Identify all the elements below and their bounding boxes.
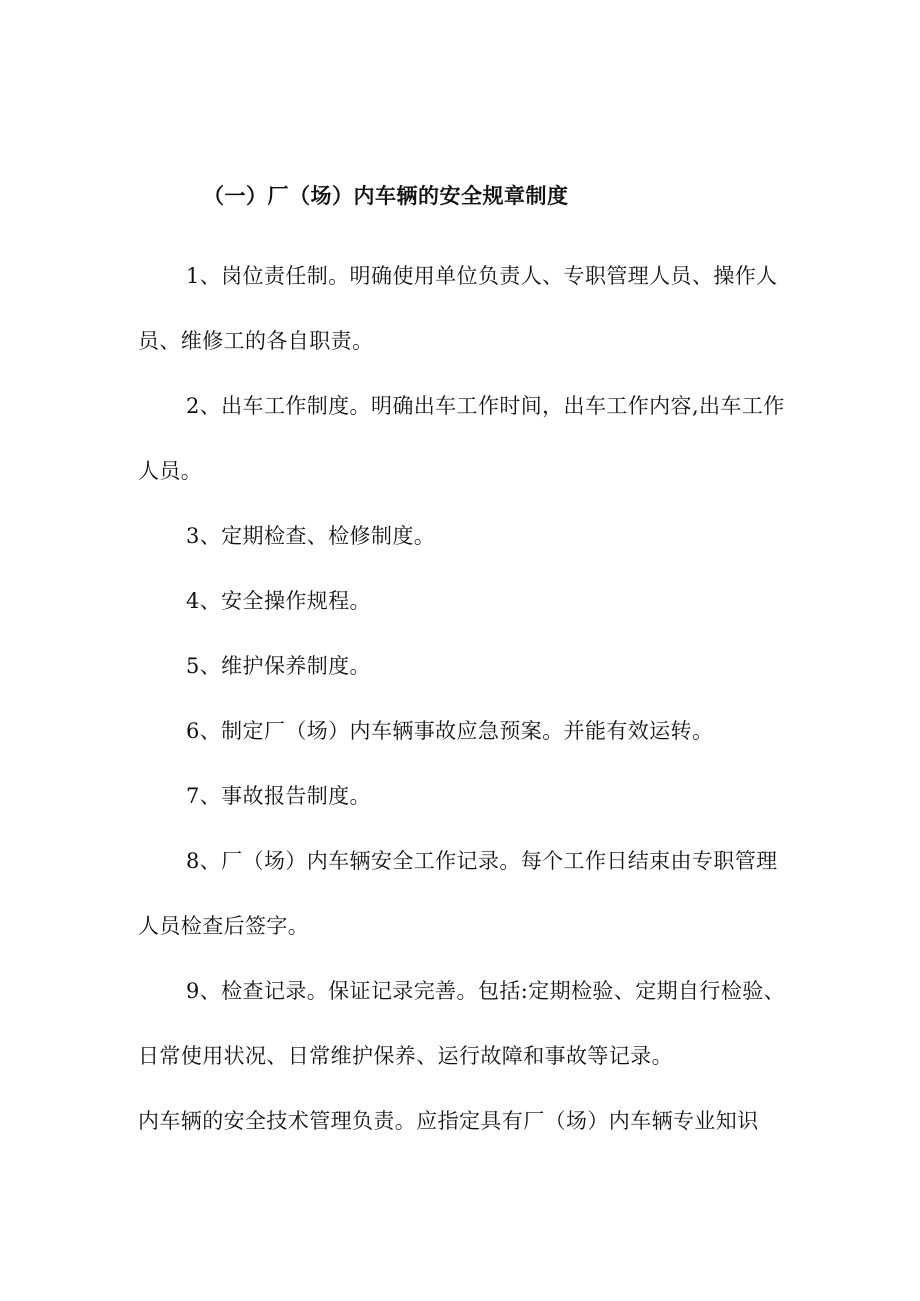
paragraph-5: 5、维护保养制度。 (186, 654, 371, 678)
section-heading: （一）厂（场）内车辆的安全规章制度 (203, 184, 569, 208)
paragraph-4: 4、安全操作规程。 (186, 589, 371, 613)
paragraph-8: 8、厂（场）内车辆安全工作记录。每个工作日结束由专职管理人员检查后签字。 (138, 849, 778, 938)
paragraph-10: 内车辆的安全技术管理负责。应指定具有厂（场）内车辆专业知识 (138, 1109, 759, 1133)
paragraph-2: 2、出车工作制度。明确出车工作时间，出车工作内容,出车工作人员。 (138, 394, 785, 483)
paragraph-1: 1、岗位责任制。明确使用单位负责人、专职管理人员、操作人员、维修工的各自职责。 (138, 264, 778, 353)
paragraph-6: 6、制定厂（场）内车辆事故应急预案。并能有效运转。 (186, 719, 714, 743)
paragraph-7: 7、事故报告制度。 (186, 784, 371, 808)
paragraph-9: 9、检查记录。保证记录完善。包括:定期检验、定期自行检验、日常使用状况、日常维护保养、运行故障和事故等记录。 (138, 979, 786, 1068)
paragraph-3: 3、定期检查、检修制度。 (186, 524, 436, 548)
